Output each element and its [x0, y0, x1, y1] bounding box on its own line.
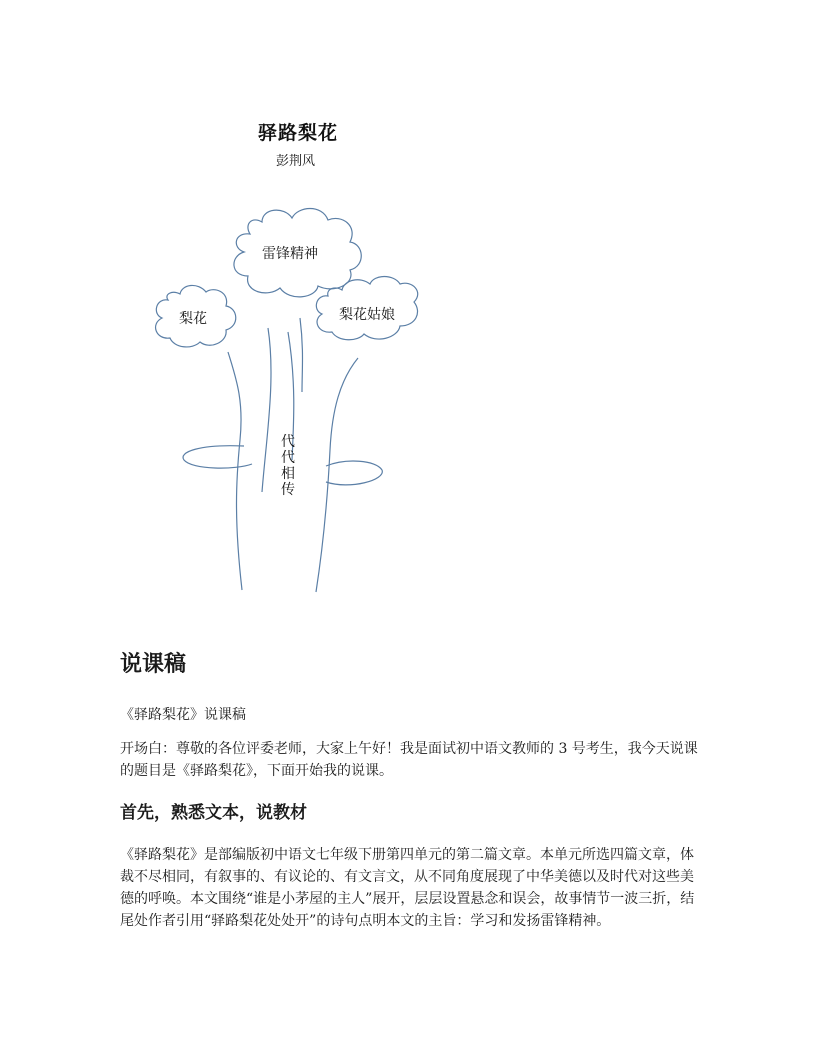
- trunk-inner-line-1: [262, 328, 271, 492]
- section-title: 说课稿: [120, 652, 187, 677]
- cloud-right-label: 梨花姑娘: [339, 307, 395, 323]
- diagram-title: 驿路梨花: [258, 122, 339, 144]
- trunk-inner-line-3: [300, 318, 303, 392]
- textbook-paragraph: 《驿路梨花》是部编版初中语文七年级下册第四单元的第二篇文章。本单元所选四篇文章，体裁不尽相同，有叙事的、有议论的、有文言文，从不同角度展现了中华美德以及时代对这些美德的呼唤。本文围绕“谁是小茅屋的主人”展开，层层设置悬念和误会，故事情节一波三折，结尾处作者引用“驿路梨花处处开”的诗句点明本文的主旨：学习和发扬雷锋精神。: [120, 847, 695, 929]
- document-subtitle: 《驿路梨花》说课稿: [120, 707, 246, 723]
- trunk-right-line: [316, 358, 358, 592]
- cloud-left-label: 梨花: [179, 311, 207, 327]
- cloud-top-label: 雷锋精神: [262, 246, 318, 262]
- diagram-author: 彭荆风: [276, 154, 316, 169]
- opening-paragraph: 开场白：尊敬的各位评委老师，大家上午好！我是面试初中语文教师的 3 号考生，我今天说课的题目是《驿路梨花》，下面开始我的说课。: [120, 741, 698, 779]
- document-body: [120, 646, 700, 932]
- trunk-label: 代代相传: [281, 434, 295, 498]
- heading-textbook: 首先，熟悉文本，说教材: [120, 803, 307, 823]
- trunk-left-line: [228, 352, 242, 590]
- ring-left: [183, 446, 252, 468]
- ring-right: [326, 461, 382, 485]
